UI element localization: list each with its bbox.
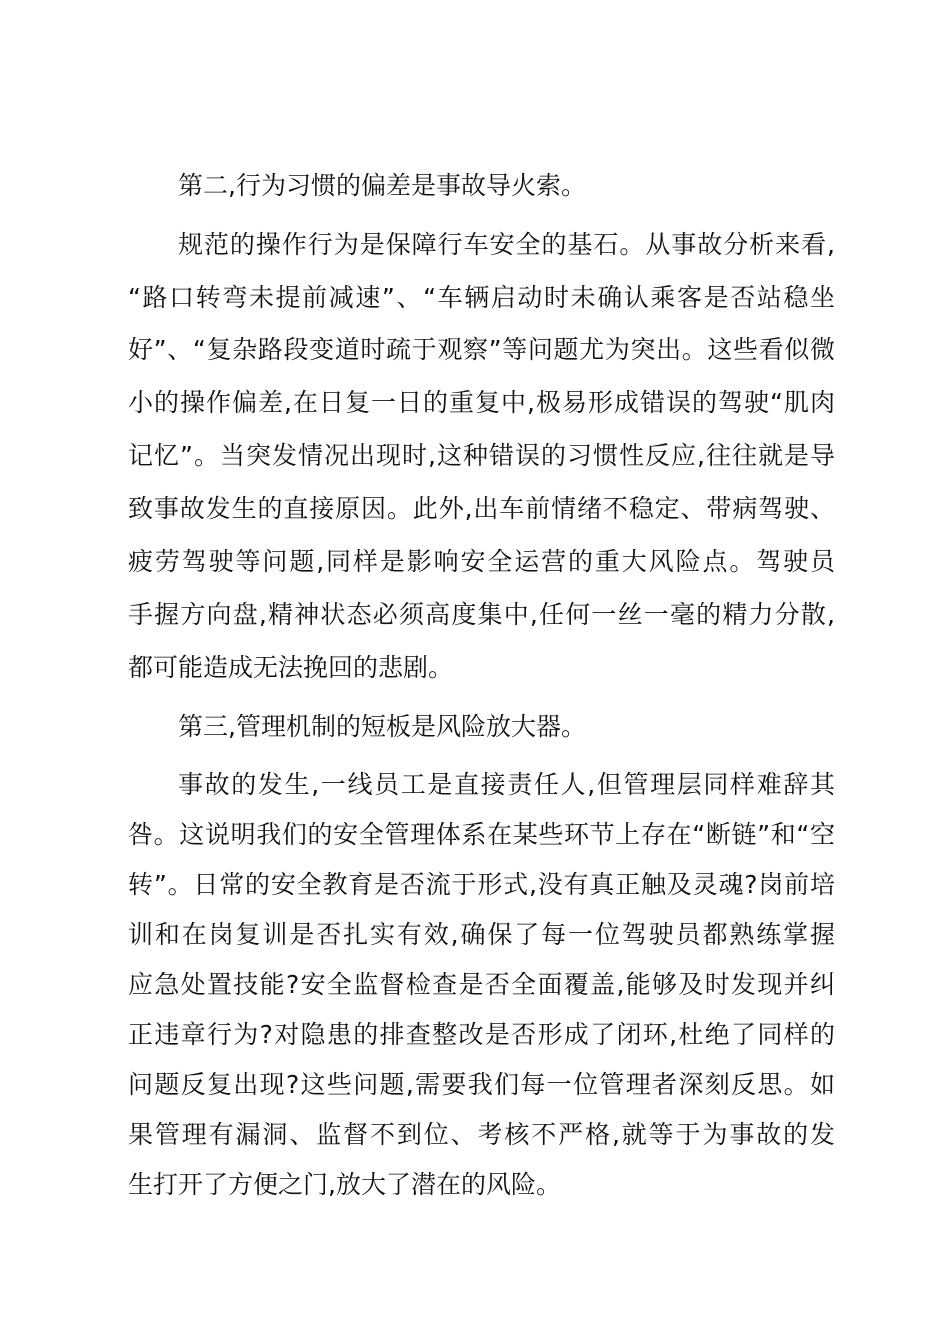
text-line: 转”。日常的安全教育是否流于形式,没有真正触及灵魂?岗前培 (128, 870, 835, 899)
text-line: 事故的发生,一线员工是直接责任人,但管理层同样难辞其 (178, 770, 835, 799)
text-line: “路口转弯未提前减速”、“车辆启动时未确认乘客是否站稳坐 (128, 283, 835, 312)
text-line: 手握方向盘,精神状态必须高度集中,任何一丝一毫的精力分散, (128, 600, 835, 629)
text-line: 规范的操作行为是保障行车安全的基石。从事故分析来看, (178, 230, 835, 259)
section-heading-3: 第三,管理机制的短板是风险放大器。 (178, 712, 586, 741)
text-line: 致事故发生的直接原因。此外,出车前情绪不稳定、带病驾驶、 (128, 494, 835, 523)
text-line: 记忆”。当突发情况出现时,这种错误的习惯性反应,往往就是导 (128, 441, 835, 470)
text-line: 训和在岗复训是否扎实有效,确保了每一位驾驶员都熟练掌握 (128, 920, 835, 949)
text-line: 咎。这说明我们的安全管理体系在某些环节上存在“断链”和“空 (128, 820, 835, 849)
text-line: 好”、“复杂路段变道时疏于观察”等问题尤为突出。这些看似微 (128, 335, 835, 364)
text-line: 生打开了方便之门,放大了潜在的风险。 (128, 1170, 561, 1199)
section-heading-2: 第二,行为习惯的偏差是事故导火索。 (178, 171, 586, 200)
text-line: 应急处置技能?安全监督检查是否全面覆盖,能够及时发现并纠 (128, 970, 835, 999)
text-line: 果管理有漏洞、监督不到位、考核不严格,就等于为事故的发 (128, 1120, 835, 1149)
text-line: 问题反复出现?这些问题,需要我们每一位管理者深刻反思。如 (128, 1070, 835, 1099)
text-line: 都可能造成无法挽回的悲剧。 (128, 653, 454, 682)
text-line: 小的操作偏差,在日复一日的重复中,极易形成错误的驾驶“肌肉 (128, 388, 835, 417)
text-line: 正违章行为?对隐患的排查整改是否形成了闭环,杜绝了同样的 (128, 1020, 835, 1049)
text-line: 疲劳驾驶等问题,同样是影响安全运营的重大风险点。驾驶员 (128, 547, 835, 576)
